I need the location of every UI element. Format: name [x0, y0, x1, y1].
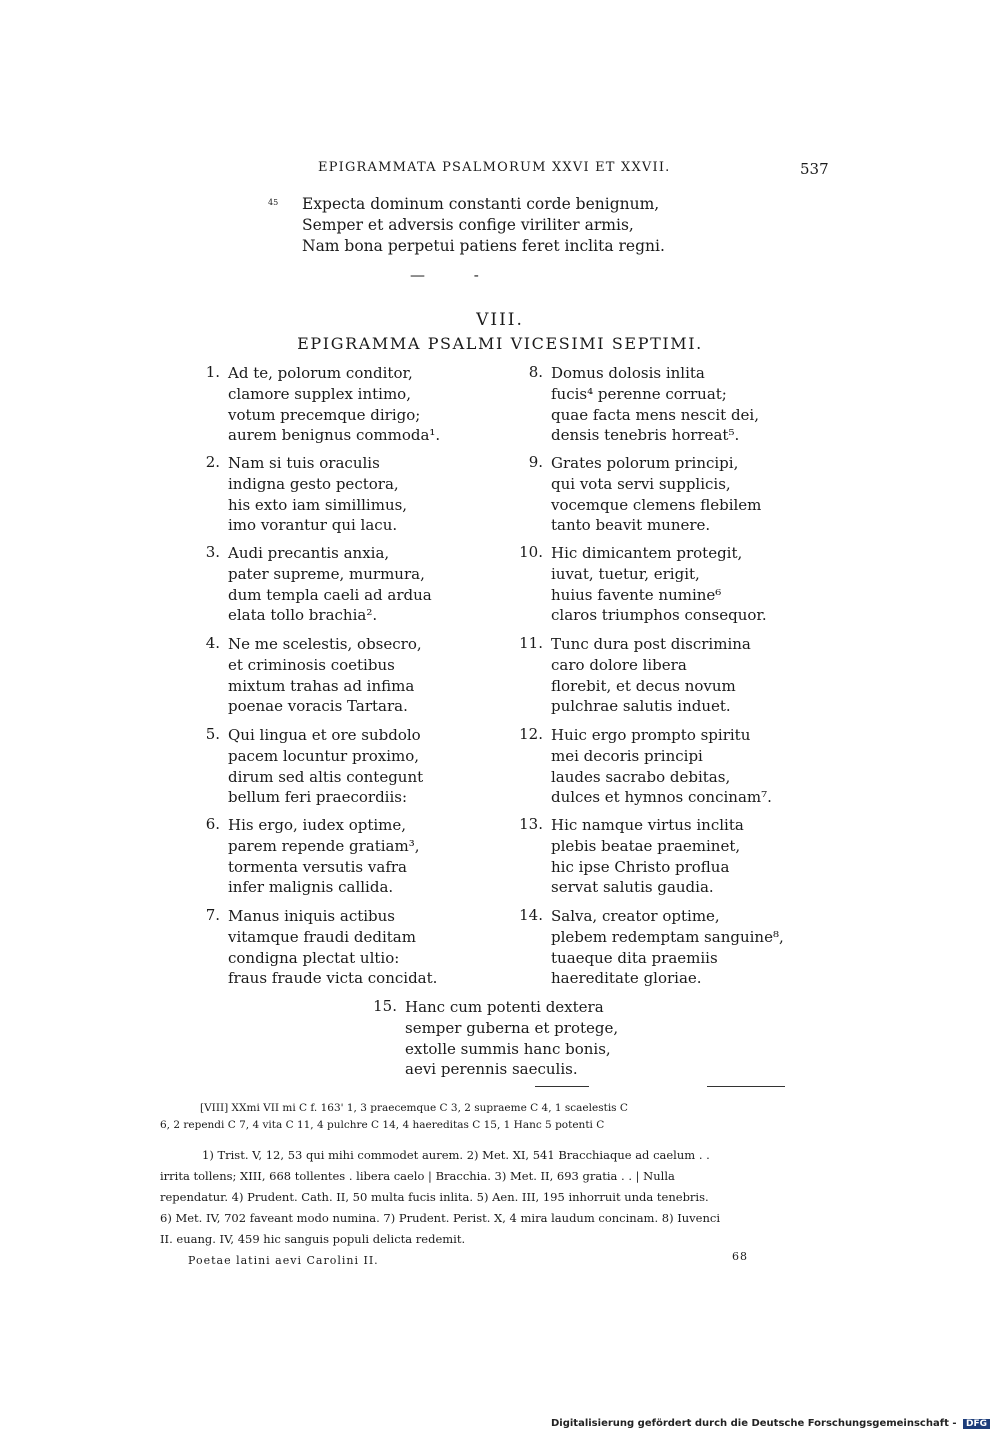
- stanza: [519, 543, 767, 626]
- stanza-number: 13.: [519, 815, 543, 833]
- intro-line: Nam bona perpetui patiens feret inclita regni.: [302, 237, 665, 255]
- stanza: [519, 634, 751, 717]
- stanza: [205, 906, 438, 989]
- verse-line: florebit, et decus novum: [551, 676, 736, 695]
- critical-apparatus-line: 6, 2 rependi C 7, 4 vita C 11, 4 pulchre C 14, 4 haereditas C 15, 1 Hanc 5 potenti C: [160, 1119, 605, 1131]
- intro-line: Semper et adversis confige viriliter armis,: [302, 216, 634, 234]
- verse-line: huius favente numine⁶: [551, 585, 722, 604]
- verse-line: aevi perennis saeculis.: [405, 1060, 578, 1079]
- verse-line: votum precemque dirigo;: [228, 405, 421, 424]
- verse-line: et criminosis coetibus: [228, 655, 395, 674]
- verse-line: Hanc cum potenti dextera: [405, 998, 604, 1016]
- source-note-line: irrita tollens; XIII, 668 tollentes . libera caelo | Bracchia. 3) Met. II, 693 gratia . . | Nulla: [160, 1169, 675, 1183]
- verse-line: hic ipse Christo proflua: [551, 857, 730, 876]
- stanza: [205, 453, 408, 536]
- series-title: Poetae latini aevi Carolini II.: [188, 1254, 379, 1267]
- running-title: EPIGRAMMATA PSALMORUM XXVI ET XXVII.: [318, 160, 671, 175]
- verse-line: Domus dolosis inlita: [551, 364, 705, 382]
- stanza-number: 15.: [373, 997, 397, 1015]
- separator: — -: [410, 266, 501, 284]
- verse-line: poenae voracis Tartara.: [228, 697, 408, 716]
- dfg-logo: DFG: [963, 1419, 990, 1429]
- verse-line: condigna plectat ultio:: [228, 948, 400, 967]
- stanza: [205, 725, 424, 808]
- stanza: [528, 453, 762, 536]
- verse-line: Nam si tuis oraculis: [228, 454, 380, 472]
- footnote-rule: [707, 1086, 785, 1087]
- stanza: [205, 815, 420, 898]
- stanza: [205, 543, 432, 626]
- verse-line: Salva, creator optime,: [551, 907, 720, 925]
- stanza-number: 10.: [519, 543, 543, 561]
- verse-line: caro dolore libera: [551, 655, 687, 674]
- verse-line: Huic ergo prompto spiritu: [551, 726, 751, 744]
- verse-line: quae facta mens nescit dei,: [551, 405, 759, 424]
- verse-line: bellum feri praecordiis:: [228, 788, 408, 807]
- verse-line: infer malignis callida.: [228, 878, 394, 897]
- source-note-line: II. euang. IV, 459 hic sanguis populi delicta redemit.: [160, 1232, 466, 1246]
- verse-line: tanto beavit munere.: [551, 516, 711, 535]
- verse-line: densis tenebris horreat⁵.: [551, 426, 740, 445]
- credit-text: Digitalisierung gefördert durch die Deutsche Forschungsgemeinschaft -: [550, 1418, 957, 1429]
- stanza: [519, 815, 744, 898]
- verse-line: indigna gesto pectora,: [228, 474, 399, 493]
- page-number: 537: [800, 160, 829, 178]
- verse-line: His ergo, iudex optime,: [228, 816, 407, 834]
- verse-line: pacem locuntur proximo,: [228, 746, 420, 765]
- stanza: [205, 634, 422, 717]
- verse-line: fraus fraude victa concidat.: [228, 969, 438, 988]
- verse-line: mixtum trahas ad infima: [228, 676, 415, 695]
- critical-apparatus-line: [VIII] XXmi VII mi C f. 163' 1, 3 praecemque C 3, 2 supraeme C 4, 1 scaelestis C: [200, 1102, 628, 1114]
- verse-line: imo vorantur qui lacu.: [228, 516, 398, 535]
- verse-line: Hic dimicantem protegit,: [551, 544, 743, 562]
- verse-line: qui vota servi supplicis,: [551, 474, 731, 493]
- source-note-line: 1) Trist. V, 12, 53 qui mihi commodet aurem. 2) Met. XI, 541 Bracchiaque ad caelum . .: [202, 1148, 710, 1162]
- verse-line: Hic namque virtus inclita: [551, 816, 744, 834]
- verse-line: Audi precantis anxia,: [228, 544, 390, 562]
- stanza: [528, 363, 759, 446]
- verse-line: dulces et hymnos concinam⁷.: [551, 788, 772, 807]
- verse-line: dirum sed altis contegunt: [228, 767, 424, 786]
- footnote-rule: [535, 1086, 589, 1087]
- intro-line: Expecta dominum constanti corde benignum,: [302, 195, 660, 213]
- verse-line: aurem benignus commoda¹.: [228, 426, 441, 445]
- verse-line: Grates polorum principi,: [551, 454, 739, 472]
- stanza-number: 2.: [205, 453, 220, 471]
- verse-line: Manus iniquis actibus: [228, 907, 395, 925]
- verse-line: semper guberna et protege,: [405, 1018, 619, 1037]
- stanza-number: 7.: [205, 906, 220, 924]
- stanza-number: 12.: [519, 725, 543, 743]
- stanza-number: 5.: [205, 725, 220, 743]
- signature-mark: 68: [732, 1250, 748, 1263]
- digitization-credit: [551, 1418, 990, 1429]
- source-note-line: rependatur. 4) Prudent. Cath. II, 50 multa fucis inlita. 5) Aen. III, 195 inhorruit unda tenebris.: [160, 1190, 709, 1204]
- verse-line: pulchrae salutis induet.: [551, 697, 731, 716]
- verse-line: fucis⁴ perenne corruat;: [551, 384, 727, 403]
- verse-line: parem repende gratiam³,: [228, 836, 420, 855]
- section-numeral: VIII.: [476, 310, 524, 330]
- source-note-line: 6) Met. IV, 702 faveant modo numina. 7) Prudent. Perist. X, 4 mira laudum concinam. 8) Iuvenci: [160, 1211, 720, 1225]
- intro-line-number: 45: [268, 198, 279, 207]
- stanza: [205, 363, 441, 446]
- verse-line: elata tollo brachia².: [228, 606, 378, 625]
- verse-line: vitamque fraudi deditam: [228, 927, 416, 946]
- stanza-number: 11.: [519, 634, 543, 652]
- stanza-final: [373, 997, 619, 1080]
- stanza-number: 9.: [528, 453, 543, 471]
- verse-line: Tunc dura post discrimina: [551, 635, 751, 653]
- verse-line: Qui lingua et ore subdolo: [228, 726, 421, 744]
- stanza-number: 8.: [528, 363, 543, 381]
- verse-line: mei decoris principi: [551, 746, 703, 765]
- stanza-number: 14.: [519, 906, 543, 924]
- section-title: EPIGRAMMA PSALMI VICESIMI SEPTIMI.: [297, 334, 703, 353]
- verse-line: iuvat, tuetur, erigit,: [551, 564, 700, 583]
- verse-line: claros triumphos consequor.: [551, 606, 767, 625]
- stanza: [519, 906, 784, 989]
- verse-line: tuaeque dita praemiis: [551, 948, 718, 967]
- verse-line: laudes sacrabo debitas,: [551, 767, 731, 786]
- verse-line: plebem redemptam sanguine⁸,: [551, 927, 784, 946]
- verse-line: dum templa caeli ad ardua: [228, 585, 432, 604]
- verse-line: pater supreme, murmura,: [228, 564, 425, 583]
- verse-line: extolle summis hanc bonis,: [405, 1039, 611, 1058]
- verse-line: vocemque clemens flebilem: [551, 495, 762, 514]
- verse-line: clamore supplex intimo,: [228, 384, 411, 403]
- stanza-number: 3.: [205, 543, 220, 561]
- verse-line: tormenta versutis vafra: [228, 857, 407, 876]
- verse-line: plebis beatae praeminet,: [551, 836, 741, 855]
- verse-line: Ad te, polorum conditor,: [228, 364, 413, 382]
- stanza-number: 6.: [205, 815, 220, 833]
- verse-line: his exto iam simillimus,: [228, 495, 408, 514]
- stanza-number: 1.: [205, 363, 220, 381]
- verse-line: servat salutis gaudia.: [551, 878, 714, 897]
- stanza-number: 4.: [205, 634, 220, 652]
- stanza: [519, 725, 772, 808]
- verse-line: Ne me scelestis, obsecro,: [228, 635, 422, 653]
- verse-line: haereditate gloriae.: [551, 969, 702, 988]
